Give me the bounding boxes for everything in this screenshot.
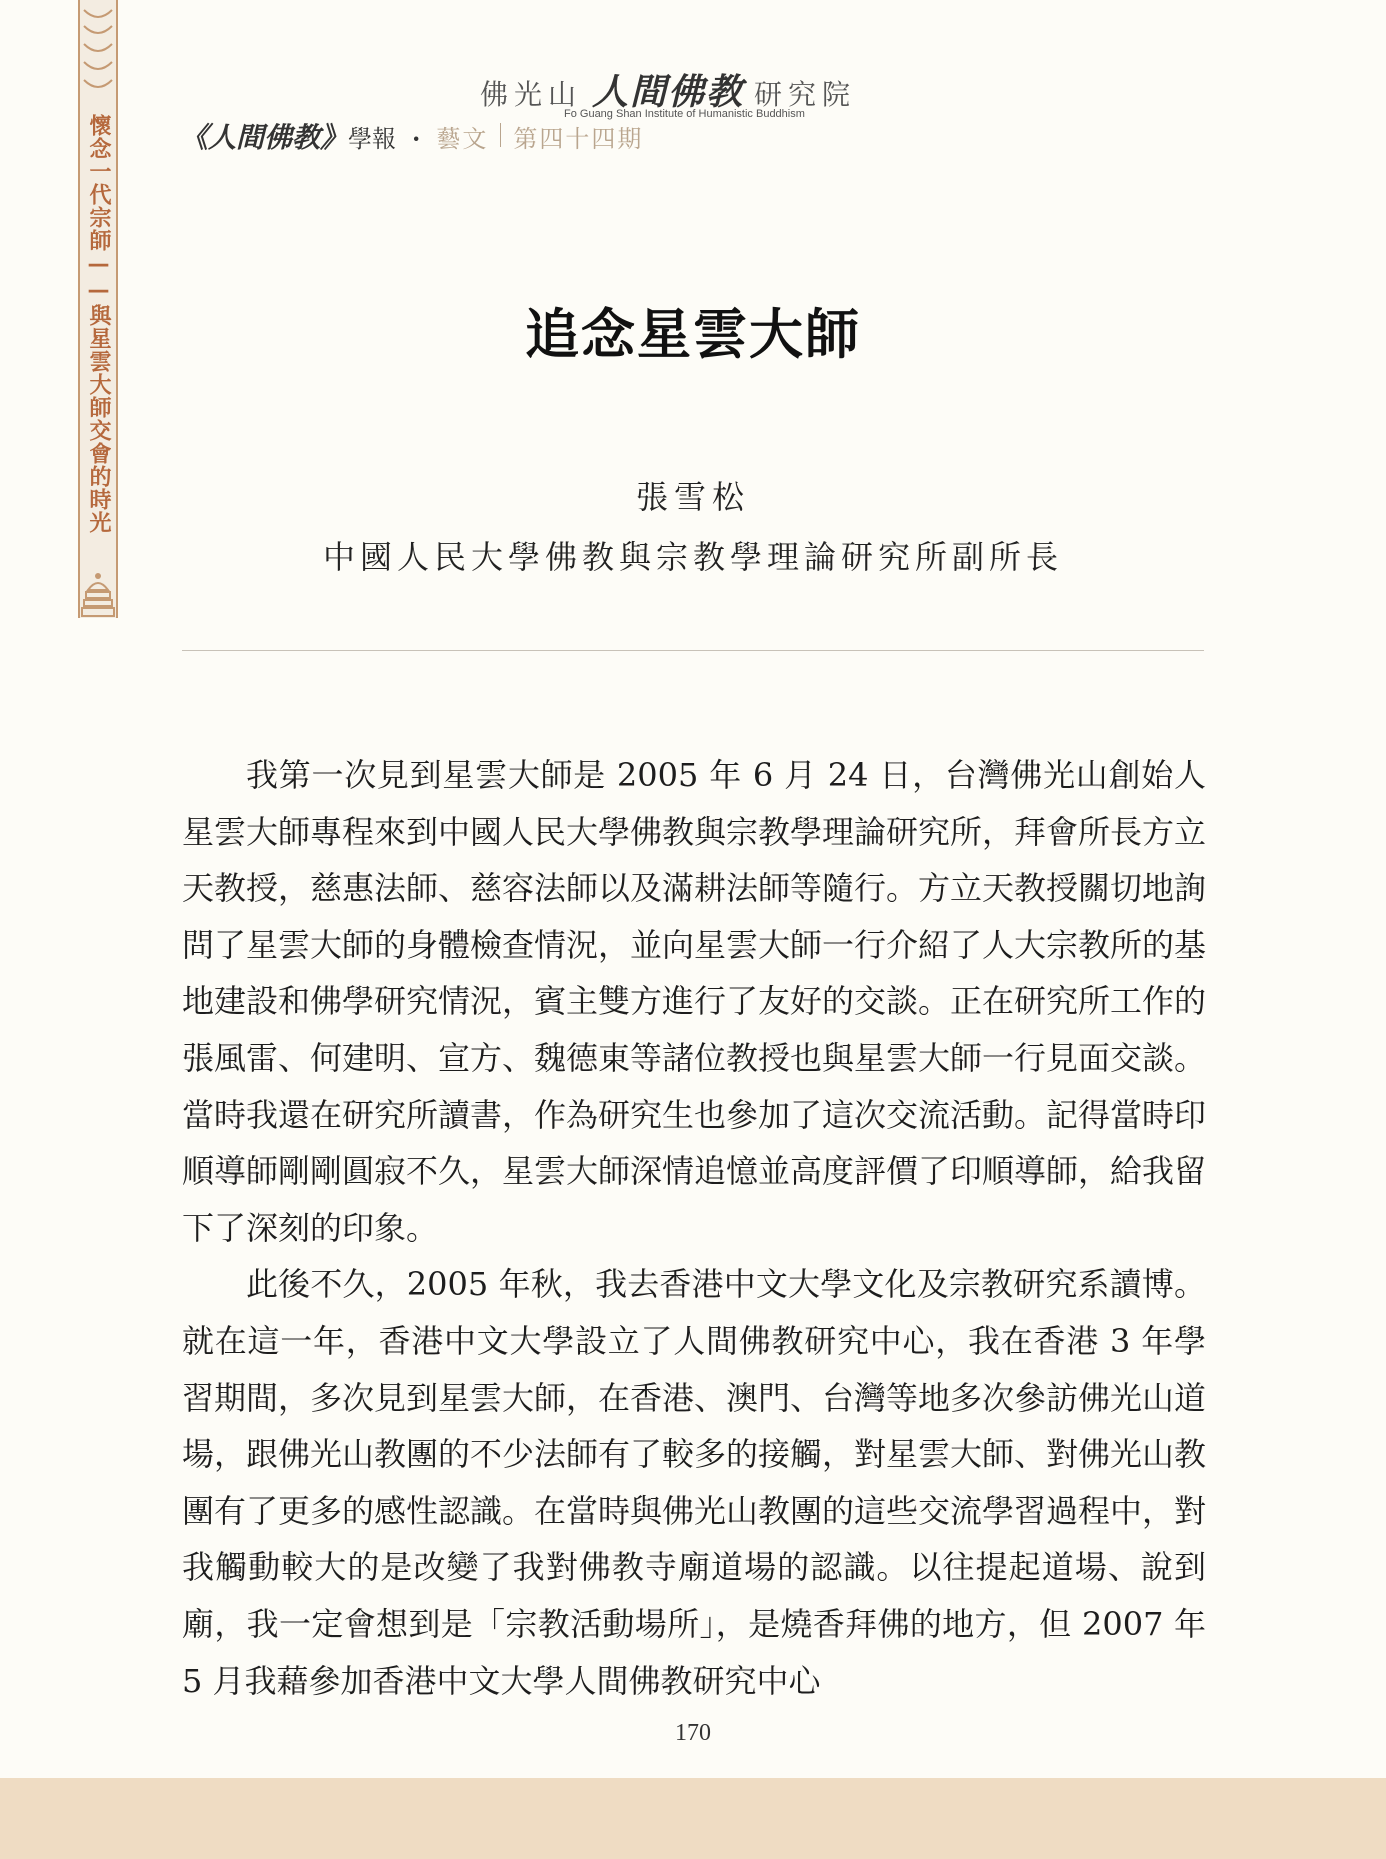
article-title: 追念星雲大師: [525, 303, 861, 366]
spine-vertical-title: 懷念一代宗師——與星雲大師交會的時光: [86, 114, 111, 534]
footer-band: [0, 1778, 1386, 1859]
journal-section: 藝文: [436, 125, 489, 153]
institute-logo: [480, 64, 900, 124]
journal-divider: [500, 123, 501, 147]
paragraph: 我第一次見到星雲大師是 2005 年 6 月 24 日，台灣佛光山創始人星雲大師專程來到中國人民大學佛教與宗教學理論研究所，拜會所長方立天教授，慈惠法師、慈容法師以及滿耕法師等隨行。方立天教授關切地詢問了星雲大師的身體檢查情況，並向星雲大師一行介紹了人大宗教所的基地建設和佛學研究情況，賓主雙方進行了友好的交談。正在研究所工作的張風雷、何建明、宣方、魏德東等諸位教授也與星雲大師一行見面交談。當時我還在研究所讀書，作為研究生也參加了這次交流活動。記得當時印順導師剛剛圓寂不久，星雲大師深情追憶並高度評價了印順導師，給我留下了深刻的印象。: [182, 756, 1207, 1247]
journal-type: 學報: [348, 125, 397, 153]
journal-separator: ·: [412, 124, 421, 153]
institute-prefix: 佛光山: [480, 78, 583, 111]
journal-name: 《人間佛教》: [180, 121, 349, 154]
journal-issue: 第四十四期: [513, 125, 644, 153]
spine-top-ornament: [80, 0, 116, 110]
divider-line: [182, 650, 1204, 651]
author-affiliation: 中國人民大學佛教與宗教學理論研究所副所長: [322, 538, 1063, 576]
institute-suffix: 研究院: [754, 78, 857, 111]
paragraph: 此後不久，2005 年秋，我去香港中文大學文化及宗教研究系讀博。就在這一年，香港中文大學設立了人間佛教研究中心，我在香港 3 年學習期間，多次見到星雲大師，在香港、澳門、台灣等地多次參訪佛光山道場，跟佛光山教團的不少法師有了較多的接觸，對星雲大師、對佛光山教團有了更多的感性認識。在當時與佛光山教團的這些交流學習過程中，對我觸動較大的是改變了我對佛教寺廟道場的認識。以往提起道場、說到廟，我一定會想到是「宗教活動場所」，是燒香拜佛的地方，但 2007 年 5 月我藉參加香港中文大學人間佛教研究中心: [182, 1265, 1207, 1700]
article-body: [182, 747, 1206, 1709]
journal-header: [180, 116, 643, 156]
institute-english-name: Fo Guang Shan Institute of Humanistic Buddhism: [564, 108, 805, 120]
page-number: 170: [675, 1720, 711, 1746]
article-author: 張雪松: [635, 478, 750, 516]
institute-script-title: 人間佛教: [592, 71, 745, 113]
